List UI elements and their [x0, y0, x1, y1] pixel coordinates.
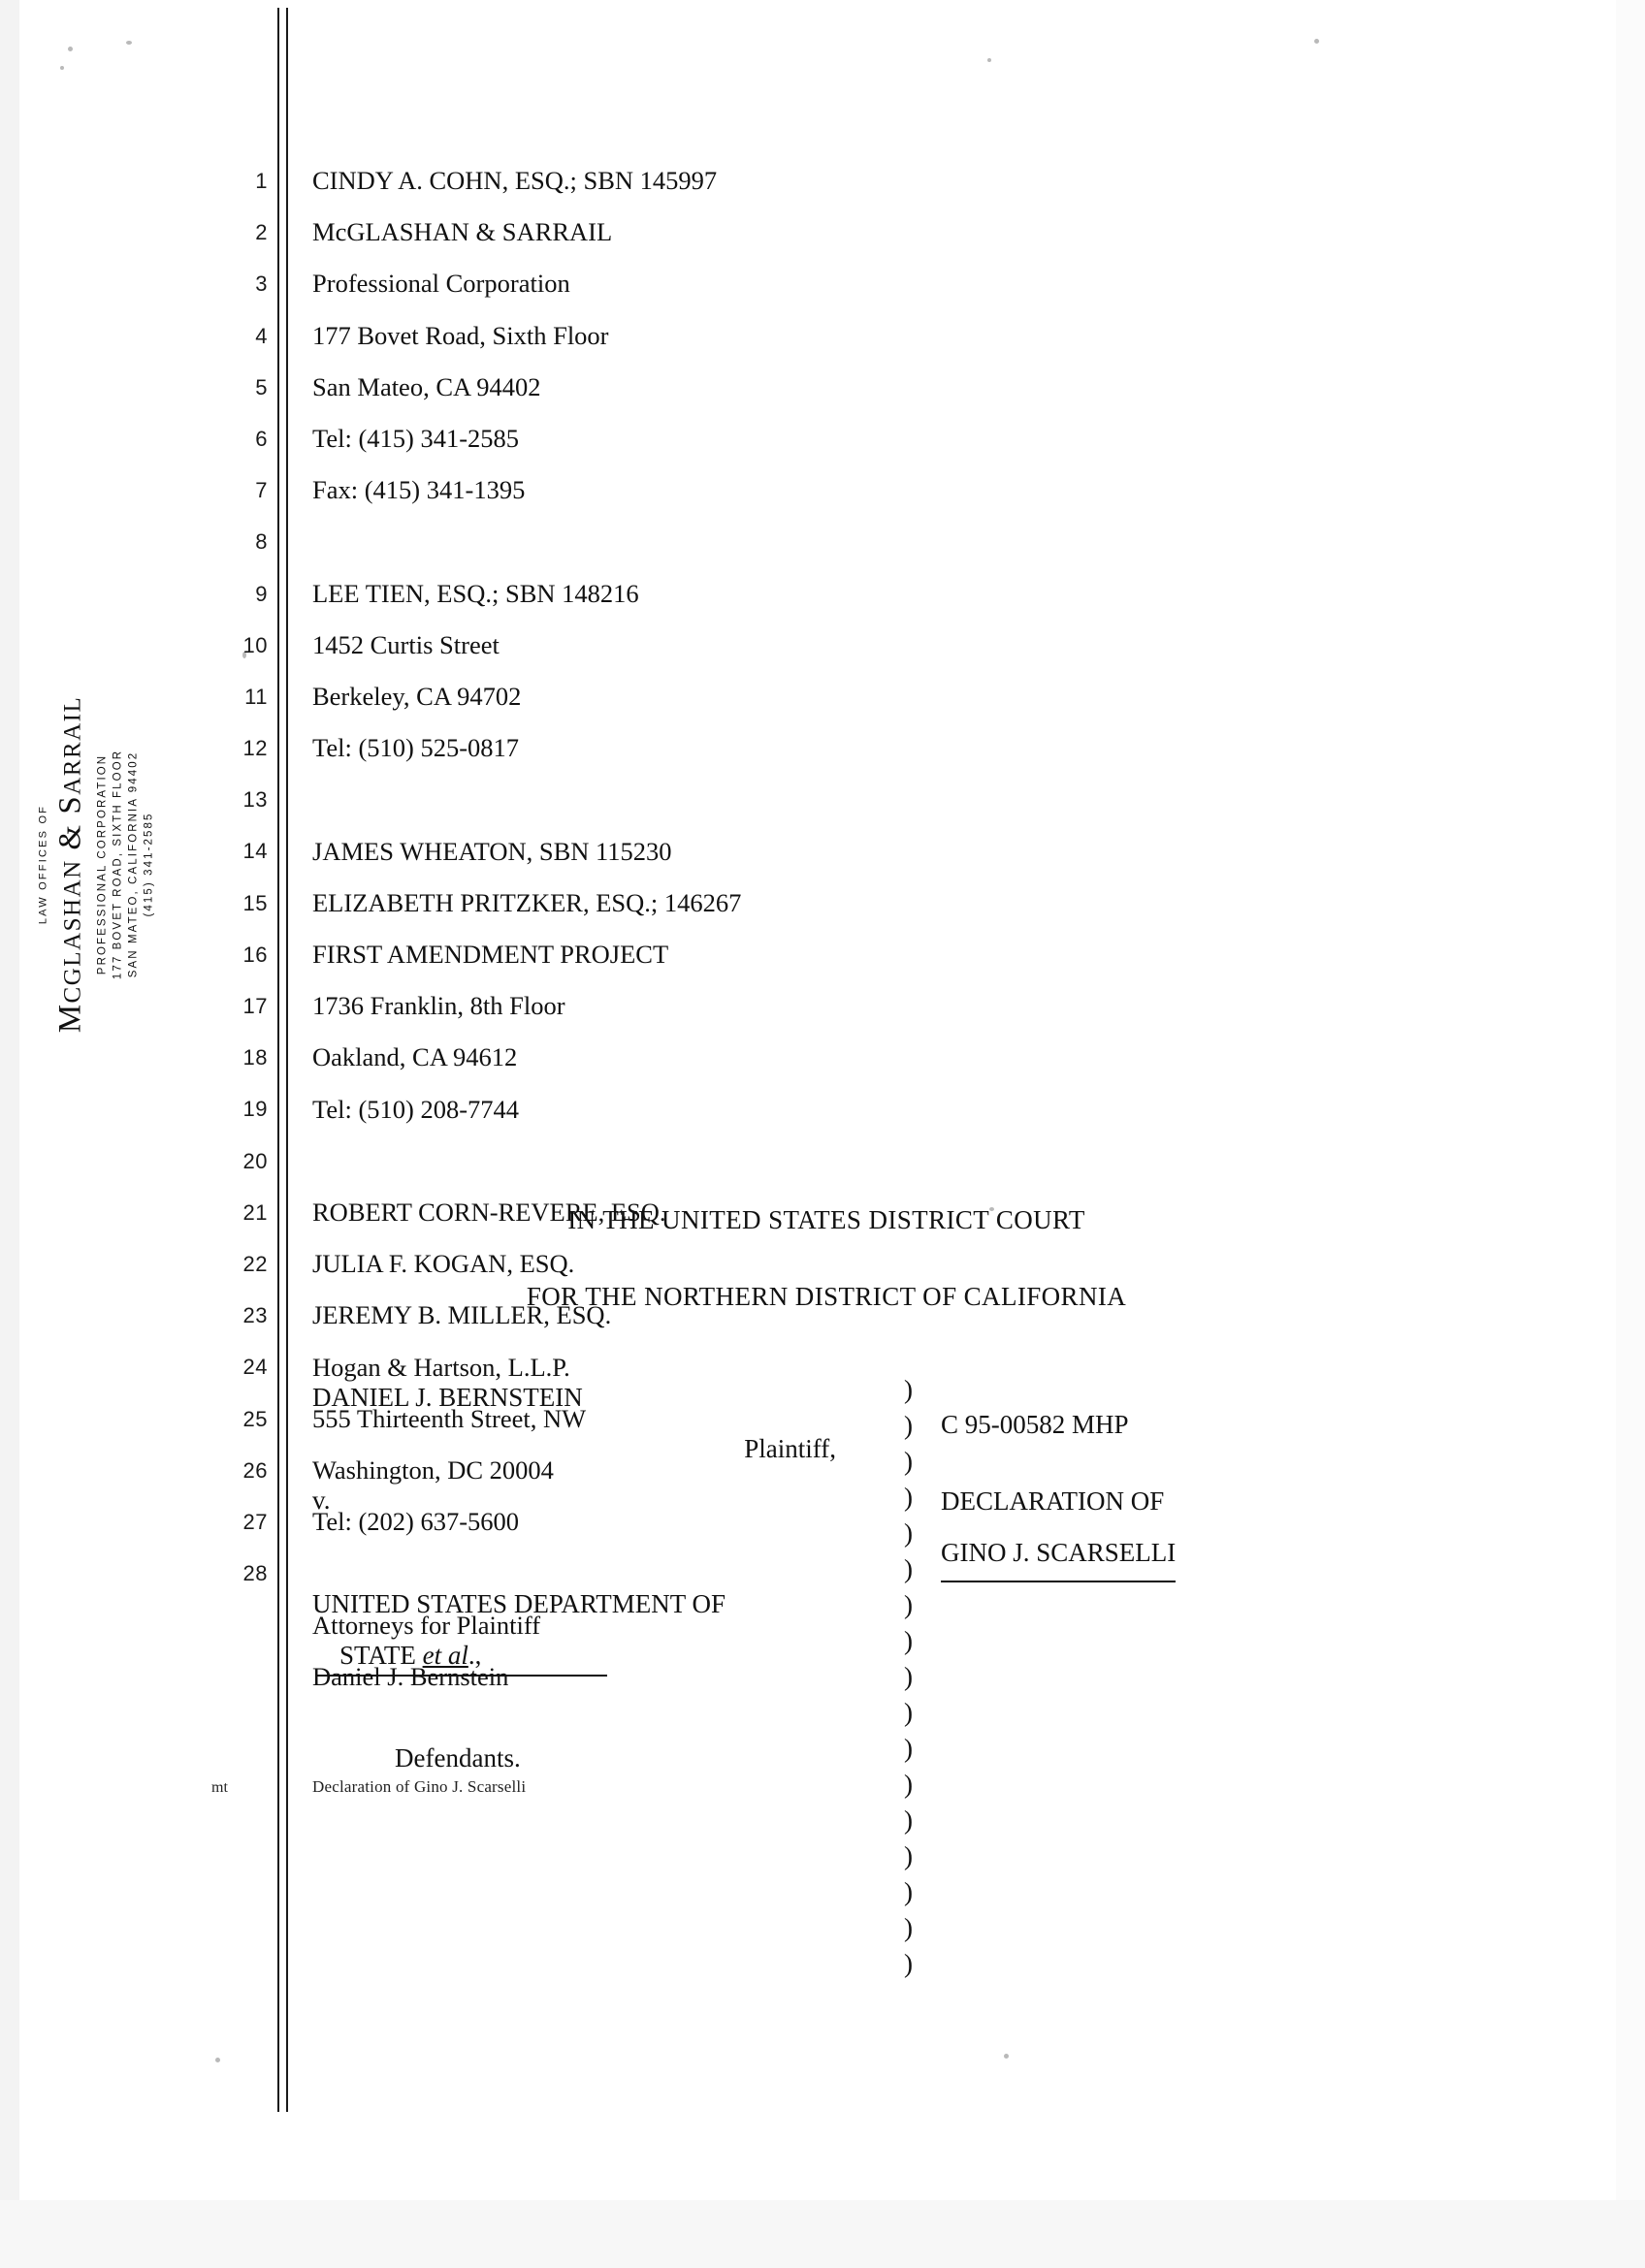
line-number: 10 [242, 632, 268, 657]
counsel-line: Tel: (510) 525-0817 [312, 733, 520, 763]
document-title-line-2-wrap [941, 1527, 1348, 1581]
court-heading-line-1: IN THE UNITED STATES DISTRICT COURT [567, 1205, 1085, 1234]
counsel-line: ELIZABETH PRITZKER, ESQ.; 146267 [312, 887, 742, 917]
line-number: 9 [255, 581, 268, 606]
document-title-line-2: GINO J. SCARSELLI [941, 1527, 1176, 1581]
sidebar-firm-name [53, 632, 89, 1098]
counsel-line: Tel: (415) 341-2585 [312, 424, 520, 454]
counsel-line: San Mateo, CA 94402 [312, 371, 541, 401]
caption-paren-column [904, 1372, 913, 1982]
sidebar-law-offices-label: LAW OFFICES OF [37, 804, 49, 925]
block-spacer [312, 516, 1340, 567]
line-number: 27 [242, 1509, 268, 1534]
sidebar-firm-name-mcglashan: CGLASHAN [59, 859, 86, 1004]
caption-paren: ) [904, 1375, 913, 1404]
block-spacer [312, 1135, 1340, 1187]
caption-defendant-name-line-1: UNITED STATES DEPARTMENT OF [312, 1588, 726, 1618]
caption-paren: ) [904, 1483, 913, 1512]
counsel-line: LEE TIEN, ESQ.; SBN 148216 [312, 578, 639, 608]
pleading-rule-inner [286, 8, 288, 2112]
line-number: 1 [255, 169, 268, 193]
sidebar-address-line-1: PROFESSIONAL CORPORATION [96, 753, 109, 975]
line-number: 16 [242, 942, 268, 967]
court-heading [312, 1195, 1340, 1323]
sidebar-firm-amp: & [52, 823, 88, 850]
caption-paren: ) [904, 1841, 913, 1870]
line-number: 13 [242, 787, 268, 813]
line-number: 18 [242, 1045, 268, 1070]
case-number: C 95-00582 MHP [941, 1410, 1129, 1439]
counsel-line: 1452 Curtis Street [312, 629, 500, 659]
sidebar-address-line-4: (415) 341-2585 [143, 812, 155, 917]
line-number: 21 [242, 1199, 268, 1225]
attorneys-for-plaintiff-label: Attorneys for Plaintiff [312, 1610, 541, 1640]
counsel-line: 555 Thirteenth Street, NW [312, 1403, 587, 1433]
scan-speck [60, 66, 64, 70]
counsel-line: McGLASHAN & SARRAIL [312, 217, 613, 247]
caption-paren: ) [904, 1626, 913, 1655]
counsel-line: JAMES WHEATON, SBN 115230 [312, 836, 672, 866]
line-number: 2 [255, 220, 268, 245]
counsel-line: Tel: (202) 637-5600 [312, 1507, 520, 1537]
counsel-block-cohn [312, 155, 1340, 516]
caption-paren: ) [904, 1949, 913, 1978]
counsel-line: Tel: (510) 208-7744 [312, 1094, 520, 1124]
scan-speck [987, 58, 991, 62]
counsel-line: Professional Corporation [312, 269, 570, 299]
scan-speck [68, 47, 73, 51]
caption-paren: ) [904, 1698, 913, 1727]
sidebar-firm-name-m: M [52, 1003, 88, 1034]
caption-paren: ) [904, 1411, 913, 1440]
caption-plaintiff-name: DANIEL J. BERNSTEIN [312, 1383, 583, 1412]
caption-gap [312, 1527, 894, 1579]
counsel-line: ROBERT CORN-REVERE, ESQ. [312, 1198, 666, 1228]
sidebar-address [95, 632, 157, 1098]
line-number: 26 [242, 1457, 268, 1483]
counsel-line: JULIA F. KOGAN, ESQ. [312, 1249, 575, 1279]
scan-speck [215, 2058, 220, 2062]
line-number: 22 [242, 1251, 268, 1276]
footer-document-title: Declaration of Gino J. Scarselli [312, 1777, 527, 1796]
line-number: 15 [242, 890, 268, 915]
counsel-line: CINDY A. COHN, ESQ.; SBN 145997 [312, 166, 718, 195]
line-number-gutter [221, 155, 268, 1599]
line-number: 5 [255, 374, 268, 399]
court-heading-line-2: FOR THE NORTHERN DISTRICT OF CALIFORNIA [526, 1282, 1127, 1312]
counsel-line: 177 Bovet Road, Sixth Floor [312, 320, 609, 350]
counsel-line: Oakland, CA 94612 [312, 1042, 518, 1072]
caption-bottom-rule [316, 1675, 607, 1677]
caption-defendant-punct: ., [468, 1641, 482, 1670]
scan-speck [1004, 2054, 1009, 2059]
counsel-line: Berkeley, CA 94702 [312, 682, 522, 712]
caption-paren: ) [904, 1877, 913, 1906]
line-number: 19 [242, 1097, 268, 1122]
line-number: 17 [242, 994, 268, 1018]
caption-paren: ) [904, 1447, 913, 1476]
line-number: 24 [242, 1355, 268, 1380]
law-firm-sidebar [38, 632, 157, 1098]
caption-paren: ) [904, 1770, 913, 1799]
document-title-line-1: DECLARATION OF [941, 1486, 1165, 1517]
line-number: 8 [255, 529, 268, 555]
sidebar-address-line-2: 177 BOVET ROAD, SIXTH FLOOR [112, 749, 124, 980]
caption-paren: ) [904, 1734, 913, 1763]
scan-bottom-edge [0, 2200, 1645, 2268]
sidebar-address-line-3: SAN MATEO, CALIFORNIA 94402 [127, 751, 140, 978]
caption-case-info [941, 1399, 1348, 1582]
caption-paren: ) [904, 1913, 913, 1942]
line-number: 14 [242, 839, 268, 864]
caption-plaintiff-label: Plaintiff, [744, 1434, 836, 1464]
caption-paren: ) [904, 1662, 913, 1691]
line-number: 25 [242, 1406, 268, 1431]
caption-paren: ) [904, 1805, 913, 1835]
plaintiff-client-name: Daniel J. Bernstein [312, 1661, 509, 1691]
scan-right-edge [1616, 0, 1645, 2268]
scan-speck [1314, 39, 1319, 44]
counsel-line: Hogan & Hartson, L.L.P. [312, 1352, 570, 1382]
footer-typist-initials: mt [211, 1779, 228, 1796]
counsel-block-first-amendment-project [312, 826, 1340, 1135]
counsel-line: Washington, DC 20004 [312, 1455, 554, 1485]
counsel-block-tien [312, 568, 1340, 775]
caption-parties [312, 1372, 894, 1785]
counsel-line: JEREMY B. MILLER, ESQ. [312, 1300, 612, 1330]
block-spacer [312, 774, 1340, 825]
caption-defendant-etal: et al [422, 1641, 468, 1670]
caption-versus: v. [312, 1485, 331, 1516]
line-number: 4 [255, 323, 268, 348]
caption-paren: ) [904, 1590, 913, 1619]
line-number: 28 [242, 1561, 268, 1586]
caption-paren: ) [904, 1518, 913, 1548]
sidebar-firm-name-s: S [52, 794, 88, 815]
caption-paren: ) [904, 1554, 913, 1583]
pleading-rule-outer [277, 8, 279, 2112]
caption-defendants-label: Defendants. [395, 1743, 521, 1773]
counsel-line: 1736 Franklin, 8th Floor [312, 991, 565, 1021]
line-number: 20 [242, 1148, 268, 1173]
caption-gap [941, 1451, 1348, 1476]
caption-gap [312, 1681, 894, 1733]
sidebar-firm-name-sarrail: ARRAIL [59, 695, 86, 795]
counsel-line: FIRST AMENDMENT PROJECT [312, 940, 669, 970]
line-number: 23 [242, 1303, 268, 1328]
scan-speck [126, 41, 132, 45]
counsel-line: Fax: (415) 341-1395 [312, 475, 526, 505]
line-number: 12 [242, 736, 268, 761]
line-number: 7 [255, 478, 268, 503]
scan-left-edge [0, 0, 19, 2268]
line-number: 11 [244, 684, 268, 709]
caption-defendant-state: STATE [339, 1641, 423, 1670]
line-number: 6 [255, 426, 268, 451]
line-number: 3 [255, 272, 268, 297]
